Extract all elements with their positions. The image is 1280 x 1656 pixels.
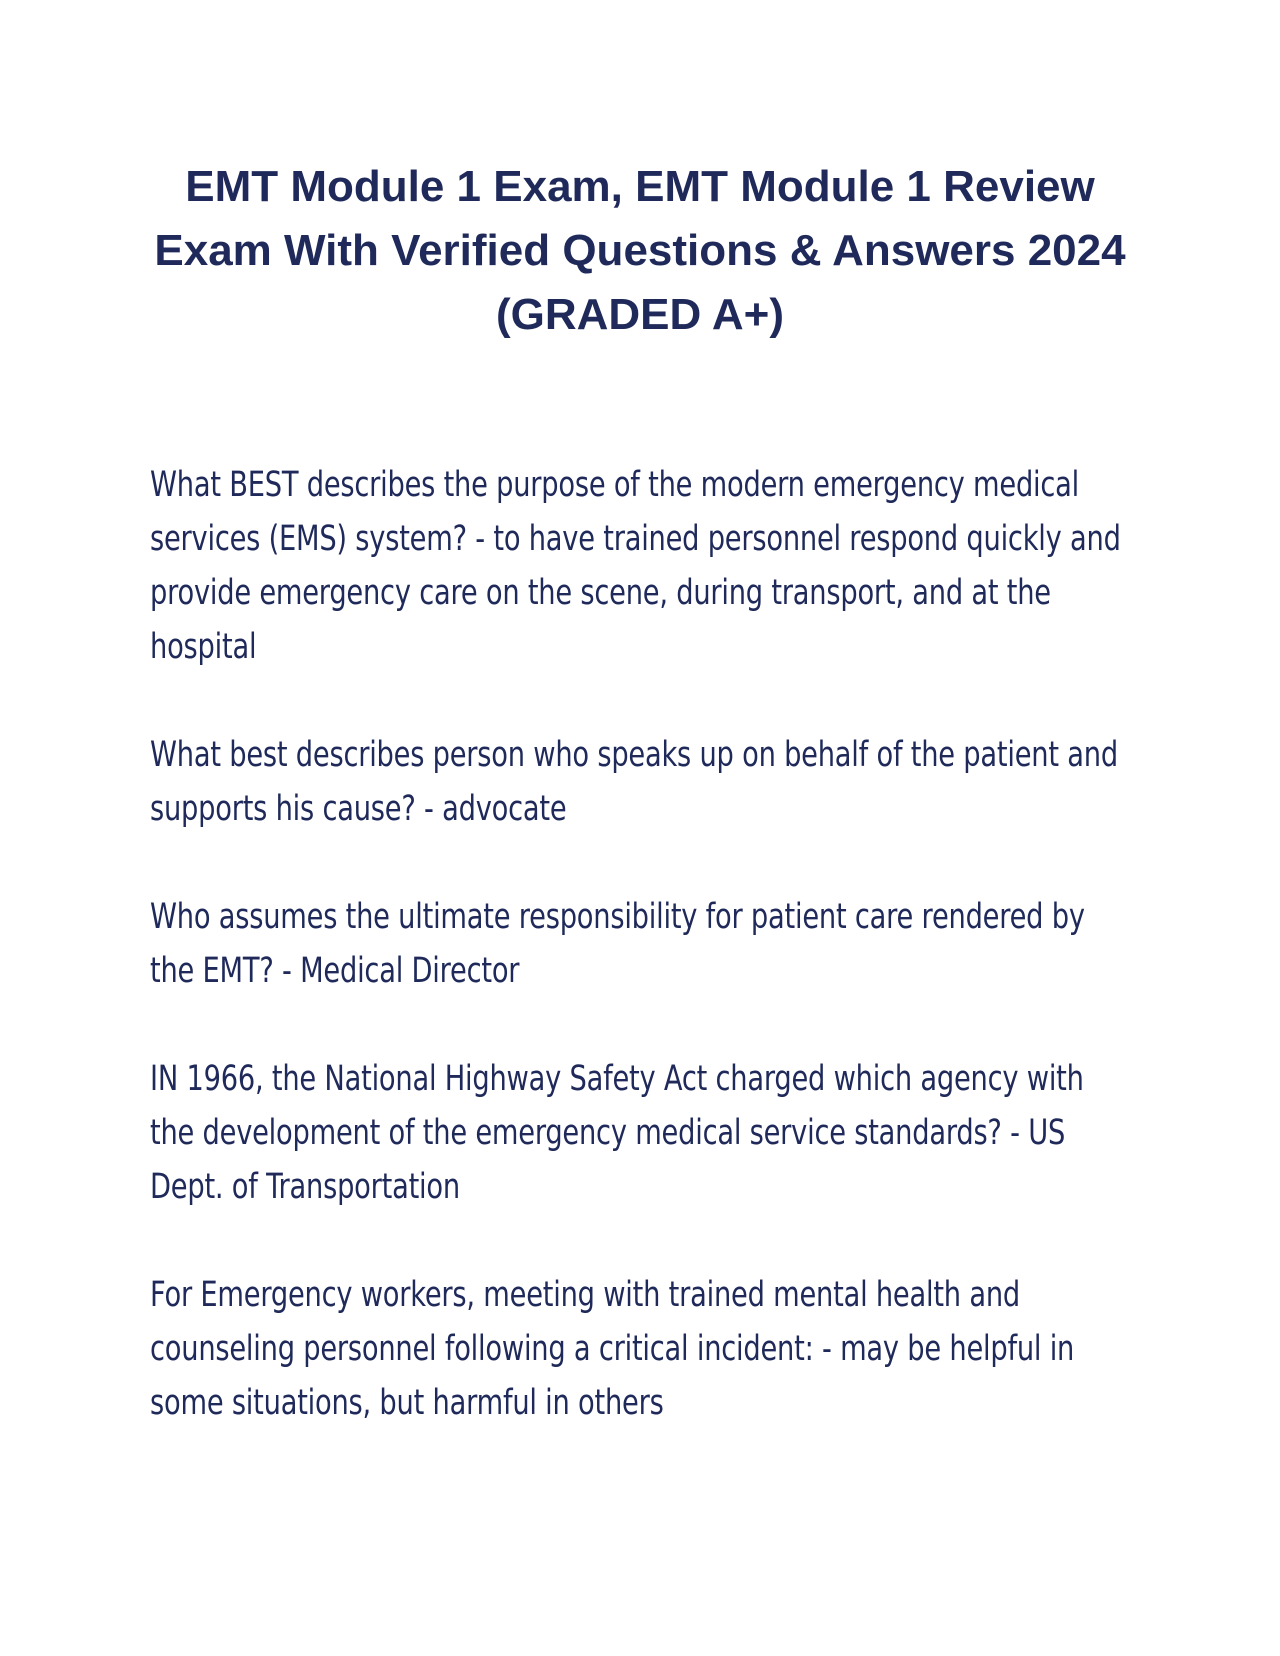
qa-separator: - xyxy=(1001,1113,1029,1153)
answer-text: Medical Director xyxy=(300,951,520,991)
qa-separator: - xyxy=(273,951,301,991)
answer-text: US Dept. of Transportation xyxy=(150,1113,1066,1207)
qa-item xyxy=(150,1052,1130,1214)
answer-text: advocate xyxy=(442,789,567,829)
qa-separator: - xyxy=(466,519,494,559)
qa-separator: - xyxy=(813,1329,841,1369)
question-text: What BEST describes the purpose of the modern emergency medical services (EMS) system? xyxy=(150,465,1080,559)
qa-item xyxy=(150,890,1130,998)
qa-item xyxy=(150,728,1130,836)
question-text: For Emergency workers, meeting with trained mental health and counseling personnel following a critical incident: xyxy=(150,1275,1020,1369)
qa-list xyxy=(150,458,1130,1484)
qa-item xyxy=(150,1268,1130,1430)
qa-separator: - xyxy=(415,789,443,829)
question-text: Who assumes the ultimate responsibility for patient care rendered by the EMT? xyxy=(150,897,1085,991)
answer-text: to have trained personnel respond quickly and provide emergency care on the scene, during transport, and at the hospital xyxy=(150,519,1121,667)
qa-item xyxy=(150,458,1130,674)
document-title: EMT Module 1 Exam, EMT Module 1 Review Exam With Verified Questions & Answers 2024 (GRADED A+) xyxy=(154,162,1126,339)
question-text: What best describes person who speaks up on behalf of the patient and supports his cause? xyxy=(150,735,1118,829)
question-text: IN 1966, the National Highway Safety Act charged which agency with the development of the emergency medical service standards? xyxy=(150,1059,1084,1153)
answer-text: may be helpful in some situations, but harmful in others xyxy=(150,1329,1075,1423)
